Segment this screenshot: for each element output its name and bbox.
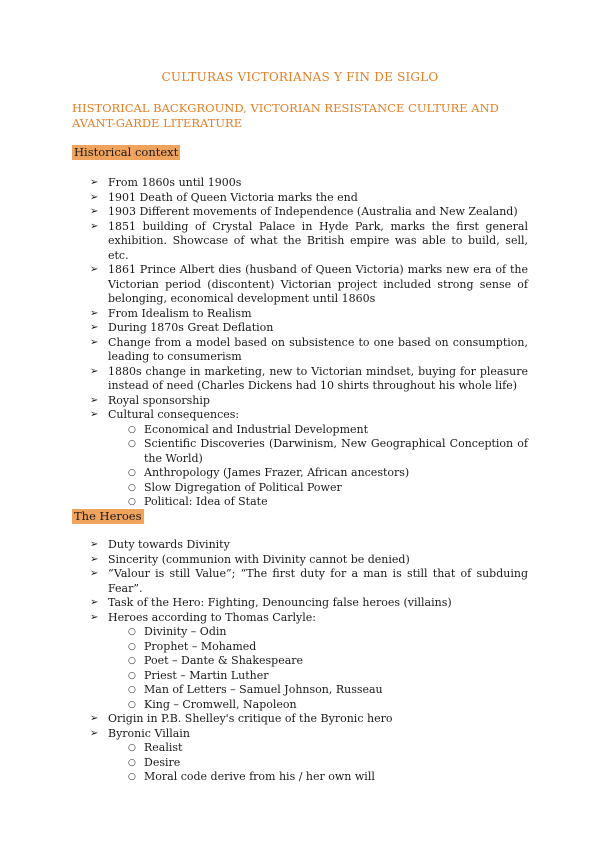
arrow-bullet-icon: ➢ <box>90 191 99 203</box>
sub-list-item-text: Anthropology (James Frazer, African ancestors) <box>144 466 410 479</box>
section-heading-the-heroes: The Heroes <box>74 509 142 523</box>
circle-bullet-icon: ○ <box>128 699 136 710</box>
sub-list-item-text: Prophet – Mohamed <box>144 639 257 653</box>
sub-list-item <box>0 669 600 684</box>
list-item-text: Byronic Villain <box>108 726 190 740</box>
list-item <box>0 336 600 365</box>
list-item-text: 1880s change in marketing, new to Victorian mindset, buying for pleasure instead of need (Charles Dickens had 10 shirts throughout his whole life) <box>108 364 528 392</box>
sub-list-item-text: Moral code derive from his / her own will <box>144 770 375 783</box>
list-item <box>0 307 600 322</box>
list-item <box>0 191 600 206</box>
arrow-bullet-icon: ➢ <box>90 727 99 739</box>
circle-bullet-icon: ○ <box>128 641 136 652</box>
list-item-text: From Idealism to Realism <box>108 306 252 320</box>
sub-list-item <box>0 495 600 510</box>
arrow-bullet-icon: ➢ <box>90 553 99 565</box>
list-item <box>0 263 600 307</box>
list-item-text: Heroes according to Thomas Carlyle: <box>108 610 316 624</box>
circle-bullet-icon: ○ <box>128 656 136 666</box>
sub-list-item <box>0 625 600 640</box>
arrow-bullet-icon: ➢ <box>90 365 99 377</box>
arrow-bullet-icon: ➢ <box>90 322 99 333</box>
list-item-text: 1901 Death of Queen Victoria marks the end <box>108 190 358 204</box>
circle-bullet-icon: ○ <box>128 439 136 449</box>
list-item-text: 1851 building of Crystal Palace in Hyde Park, marks the first general exhibition. Showcase of what the British empire was able to build, sell, etc. <box>108 219 528 262</box>
circle-bullet-icon: ○ <box>128 670 136 681</box>
list-item <box>0 712 600 727</box>
sub-list-item-text: Realist <box>144 741 183 754</box>
sub-list-item <box>0 741 600 756</box>
sub-list-item-text: Scientific Discoveries (Darwinism, New Geographical Conception of the World) <box>144 437 528 465</box>
arrow-bullet-icon: ➢ <box>90 409 99 420</box>
arrow-bullet-icon: ➢ <box>90 307 99 319</box>
list-item-text: Royal sponsorship <box>108 393 210 407</box>
arrow-bullet-icon: ➢ <box>90 220 99 232</box>
sub-list-item <box>0 654 600 669</box>
arrow-bullet-icon: ➢ <box>90 597 99 608</box>
sub-list-item-text: Priest – Martin Luther <box>144 668 269 682</box>
sub-list-item <box>0 481 600 496</box>
arrow-bullet-icon: ➢ <box>90 264 99 275</box>
list-item <box>0 365 600 394</box>
list-item <box>0 596 600 611</box>
sub-list-item-text: Desire <box>144 755 181 769</box>
list-item-text: “Valour is still Value”; “The first duty for a man is still that of subduing Fear”. <box>108 567 528 595</box>
list-item-text: Origin in P.B. Shelley's critique of the Byronic hero <box>108 712 393 725</box>
sub-list-item <box>0 683 600 698</box>
sub-list-item <box>0 423 600 438</box>
sub-list-item-text: Economical and Industrial Development <box>144 422 369 436</box>
list-item <box>0 611 600 626</box>
sub-list-item-text: Poet – Dante & Shakespeare <box>144 654 304 667</box>
document-subtitle: HISTORICAL BACKGROUND, VICTORIAN RESISTANCE CULTURE AND AVANT-GARDE LITERATURE <box>72 101 499 130</box>
sub-list-item-text: Political: Idea of State <box>144 495 268 508</box>
list-item <box>0 553 600 568</box>
circle-bullet-icon: ○ <box>128 497 136 507</box>
arrow-bullet-icon: ➢ <box>90 568 99 579</box>
list-item-text: Change from a model based on subsistence to one based on consumption, leading to consumerism <box>108 335 528 363</box>
list-item-text: 1903 Different movements of Independence (Australia and New Zealand) <box>108 205 518 218</box>
section-heading-historical-context: Historical context <box>74 145 179 159</box>
sub-list-item-text: Slow Digregation of Political Power <box>144 480 342 494</box>
sub-list-item <box>0 770 600 785</box>
sub-list-item <box>0 756 600 771</box>
sub-list-item <box>0 698 600 713</box>
historical-context-list <box>0 176 600 510</box>
document-title: CULTURAS VICTORIANAS Y FIN DE SIGLO <box>161 70 439 84</box>
circle-bullet-icon: ○ <box>128 424 136 435</box>
circle-bullet-icon: ○ <box>128 743 136 753</box>
sub-list-item <box>0 437 600 466</box>
circle-bullet-icon: ○ <box>128 482 136 493</box>
circle-bullet-icon: ○ <box>128 627 136 637</box>
the-heroes-list <box>0 538 600 785</box>
list-item <box>0 176 600 191</box>
list-item <box>0 567 600 596</box>
sub-list-item <box>0 640 600 655</box>
arrow-bullet-icon: ➢ <box>90 336 99 348</box>
list-item-text: Duty towards Divinity <box>108 538 230 551</box>
circle-bullet-icon: ○ <box>128 772 136 782</box>
list-item <box>0 394 600 409</box>
list-item-text: Sincerity (communion with Divinity cannot be denied) <box>108 552 410 566</box>
arrow-bullet-icon: ➢ <box>90 611 99 623</box>
circle-bullet-icon: ○ <box>128 685 136 695</box>
arrow-bullet-icon: ➢ <box>90 206 99 217</box>
list-item <box>0 220 600 264</box>
list-item <box>0 538 600 553</box>
list-item <box>0 727 600 742</box>
list-item <box>0 321 600 336</box>
sub-list-item-text: Divinity – Odin <box>144 625 227 638</box>
arrow-bullet-icon: ➢ <box>90 539 99 550</box>
list-item-text: From 1860s until 1900s <box>108 176 242 189</box>
circle-bullet-icon: ○ <box>128 468 136 478</box>
list-item-text: Cultural consequences: <box>108 408 240 421</box>
arrow-bullet-icon: ➢ <box>90 177 99 188</box>
sub-list-item-text: King – Cromwell, Napoleon <box>144 697 297 711</box>
list-item-text: 1861 Prince Albert dies (husband of Queen Victoria) marks new era of the Victorian period (discontent) Victorian project included strong sense of belonging, economical development until 1860s <box>108 263 528 305</box>
list-item-text: Task of the Hero: Fighting, Denouncing false heroes (villains) <box>108 596 452 609</box>
arrow-bullet-icon: ➢ <box>90 394 99 406</box>
list-item-text: During 1870s Great Deflation <box>108 321 274 334</box>
list-item <box>0 205 600 220</box>
sub-list-item-text: Man of Letters – Samuel Johnson, Russeau <box>144 683 383 696</box>
arrow-bullet-icon: ➢ <box>90 713 99 724</box>
list-item <box>0 408 600 423</box>
circle-bullet-icon: ○ <box>128 757 136 768</box>
sub-list-item <box>0 466 600 481</box>
